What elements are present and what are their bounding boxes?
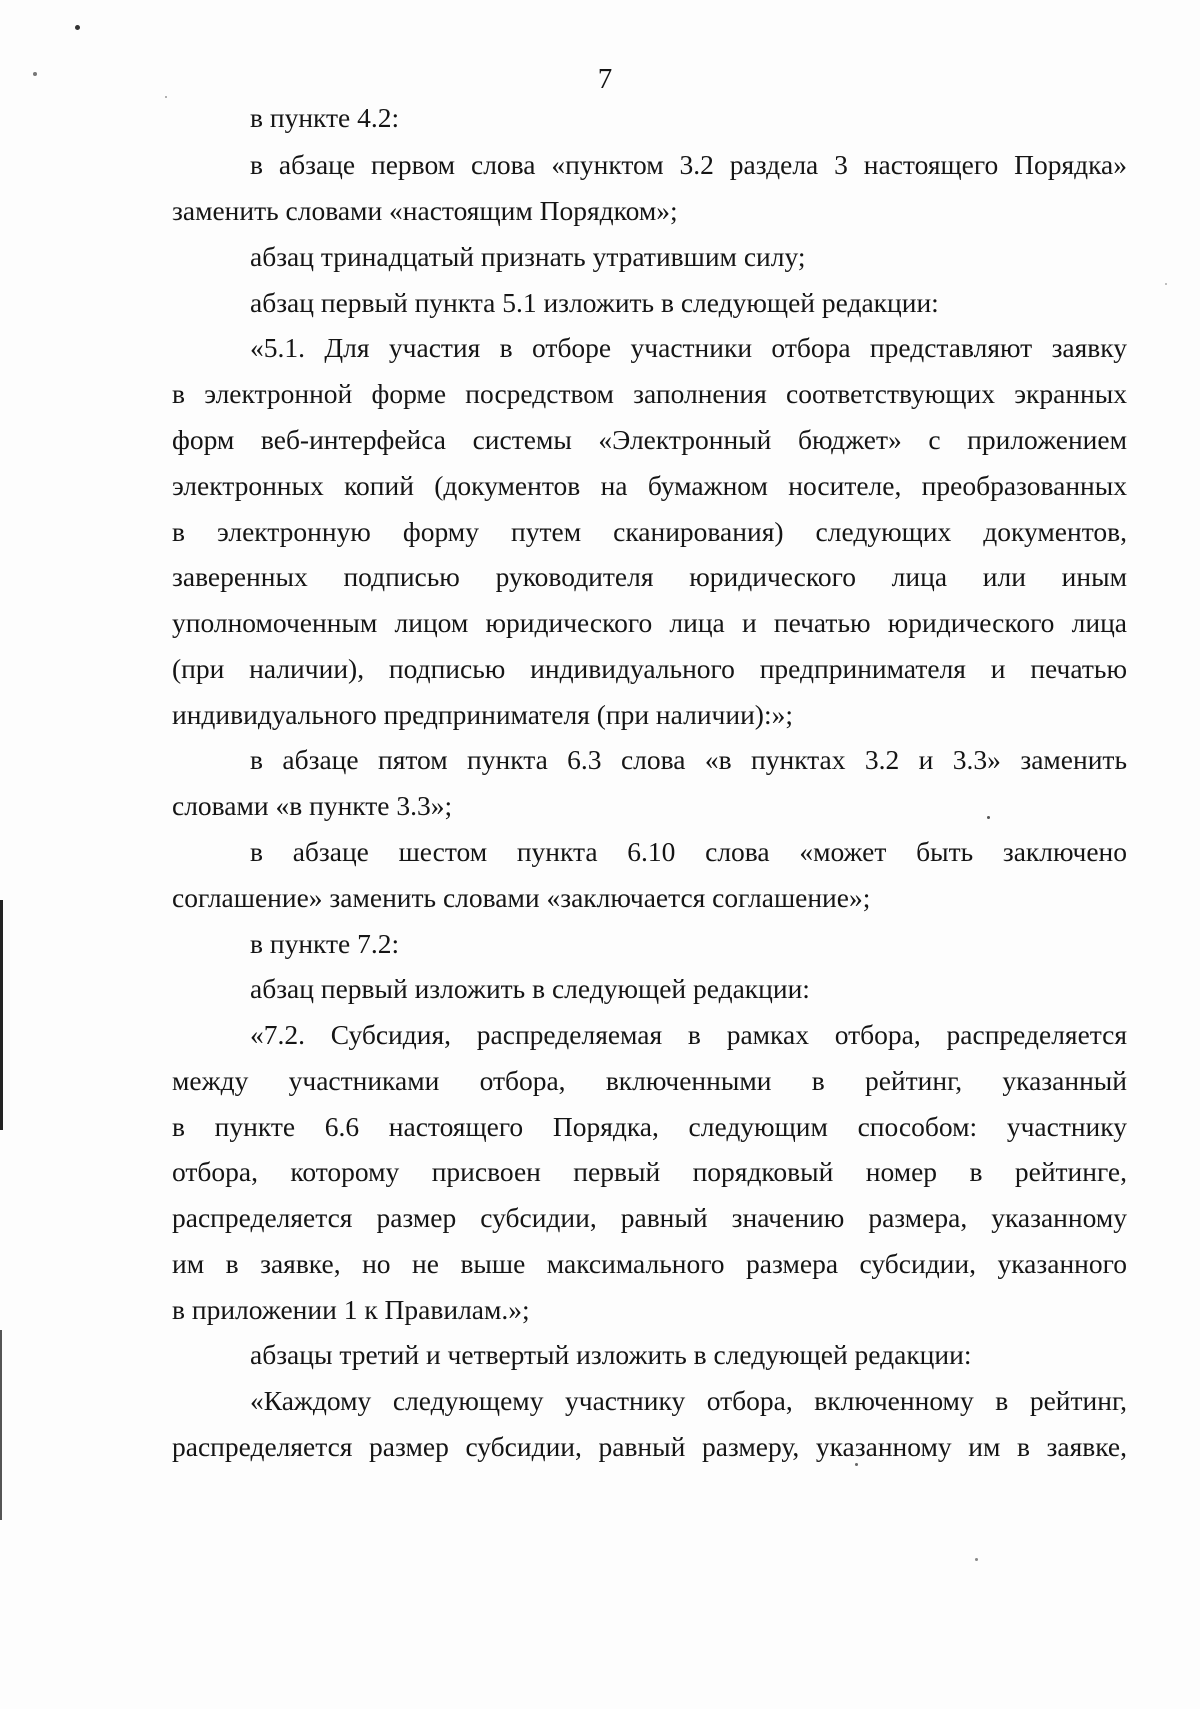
scan-speck (75, 25, 80, 30)
text-line: индивидуального предпринимателя (при наличии):»; (172, 699, 793, 730)
text-line: в абзаце первом слова «пунктом 3.2 раздела 3 настоящего Порядка» (250, 149, 1127, 180)
text-line: заверенных подписью руководителя юридического лица или иным (172, 561, 1127, 592)
text-line: между участниками отбора, включенными в рейтинг, указанный (172, 1065, 1127, 1096)
text-line: форм веб-интерфейса системы «Электронный бюджет» с приложением (172, 424, 1127, 455)
text-line: в электронной форме посредством заполнения соответствующих экранных (172, 378, 1127, 409)
text-line: уполномоченным лицом юридического лица и печатью юридического лица (172, 607, 1127, 638)
text-line: в электронную форму путем сканирования) следующих документов, (172, 516, 1127, 547)
text-line: в абзаце шестом пункта 6.10 слова «может быть заключено (250, 836, 1127, 867)
text-line: в абзаце пятом пункта 6.3 слова «в пунктах 3.2 и 3.3» заменить (250, 744, 1127, 775)
text-line: в пункте 6.6 настоящего Порядка, следующим способом: участнику (172, 1111, 1127, 1142)
text-line: распределяется размер субсидии, равный размеру, указанному им в заявке, (172, 1431, 1127, 1462)
text-line: им в заявке, но не выше максимального размера субсидии, указанного (172, 1248, 1127, 1279)
scan-speck (1165, 283, 1167, 285)
text-line: соглашение» заменить словами «заключается соглашение»; (172, 882, 871, 913)
text-line: абзац тринадцатый признать утратившим силу; (250, 241, 806, 272)
text-line: абзацы третий и четвертый изложить в следующей редакции: (250, 1339, 972, 1370)
text-line: электронных копий (документов на бумажном носителе, преобразованных (172, 470, 1127, 501)
scan-speck (975, 1558, 978, 1561)
page-number: 7 (597, 63, 613, 95)
text-line: в приложении 1 к Правилам.»; (172, 1294, 530, 1325)
scan-edge-line (0, 1330, 2, 1520)
text-line: «5.1. Для участия в отборе участники отбора представляют заявку (250, 332, 1127, 363)
scan-speck (165, 96, 167, 98)
text-line: в пункте 7.2: (250, 928, 400, 959)
text-line: абзац первый пункта 5.1 изложить в следующей редакции: (250, 287, 939, 318)
text-line: «Каждому следующему участнику отбора, включенному в рейтинг, (250, 1385, 1127, 1416)
text-line: «7.2. Субсидия, распределяемая в рамках отбора, распределяется (250, 1019, 1127, 1050)
text-line: словами «в пункте 3.3»; (172, 790, 453, 821)
scan-edge-line (0, 900, 3, 1130)
text-line: распределяется размер субсидии, равный значению размера, указанному (172, 1202, 1127, 1233)
text-line: заменить словами «настоящим Порядком»; (172, 195, 678, 226)
text-line: абзац первый изложить в следующей редакции: (250, 973, 810, 1004)
text-line: в пункте 4.2: (250, 102, 400, 133)
text-line: (при наличии), подписью индивидуального предпринимателя и печатью (172, 653, 1127, 684)
text-line: отбора, которому присвоен первый порядковый номер в рейтинге, (172, 1156, 1127, 1187)
